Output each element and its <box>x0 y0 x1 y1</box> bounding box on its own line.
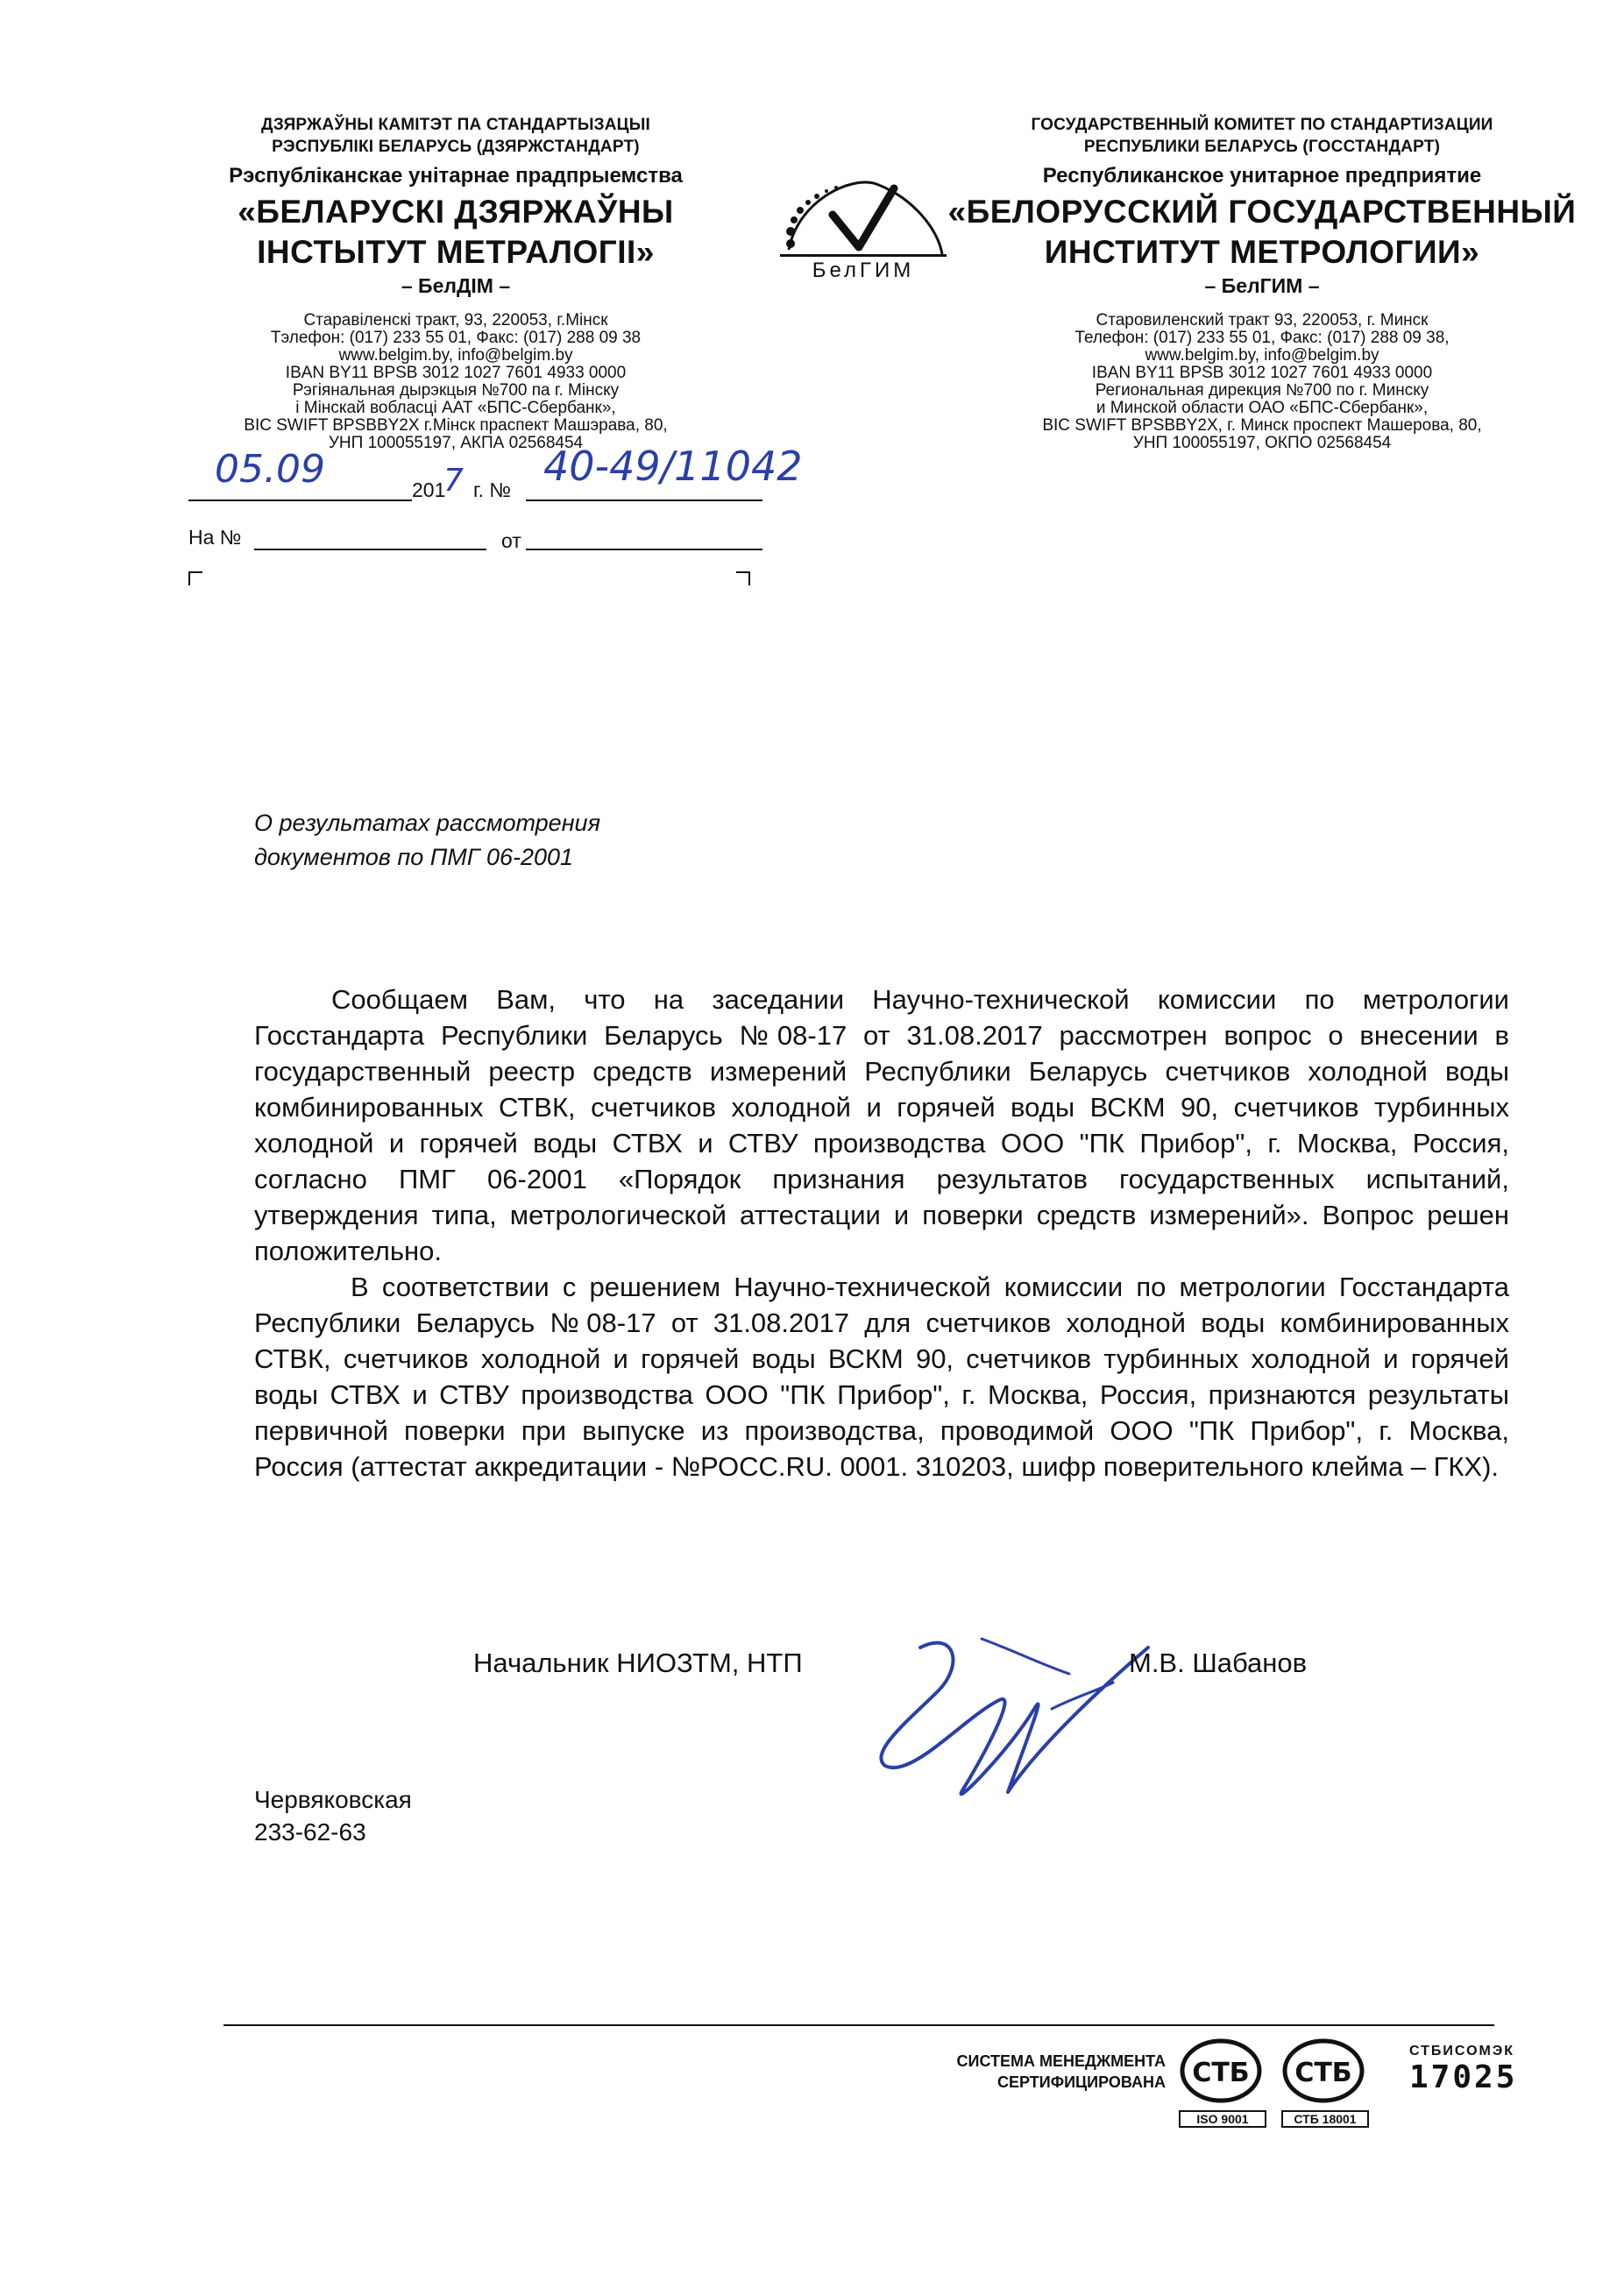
institute-name-line-2: ІНСТЫТУТ МЕТРАЛОГІІ» <box>257 234 655 270</box>
footer-divider <box>223 2024 1494 2026</box>
letter-body <box>254 981 1509 1485</box>
year-printed: 201 <box>412 478 446 501</box>
number-label: г. № <box>473 478 512 501</box>
cert-text-line: СИСТЕМА МЕНЕДЖМЕНТА <box>956 2052 1166 2070</box>
institute-short-name: – БелГИМ – <box>1204 274 1320 297</box>
institute-name-line-1: «БЕЛАРУСКІ ДЗЯРЖАЎНЫ <box>238 194 674 230</box>
institute-name-line-1: «БЕЛОРУССКИЙ ГОСУДАРСТВЕННЫЙ <box>947 194 1577 230</box>
belgim-logo-icon <box>771 167 955 263</box>
cert-label: СТБ 18001 <box>1281 2110 1369 2128</box>
contact-line: Рэгіянальная дырэкцыя №700 па г. Мінску <box>292 381 620 400</box>
contact-line: і Мінскай вобласці ААТ «БПС-Сбербанк», <box>295 399 616 417</box>
contact-line: и Минской области ОАО «БПС-Сбербанк», <box>1096 399 1429 417</box>
executor-block <box>254 1783 412 1848</box>
contact-line: Региональная дирекция №700 по г. Минску <box>1095 381 1429 400</box>
institute-short-name: – БелДІМ – <box>401 274 511 297</box>
certification-text <box>903 2051 1166 2093</box>
letter-subject <box>254 806 868 875</box>
contact-line: Тэлефон: (017) 233 55 01, Факс: (017) 288 09 38 <box>270 329 642 347</box>
subject-line: О результатах рассмотрения <box>254 810 600 836</box>
stb-mark-icon <box>1281 2037 1365 2109</box>
signer-position: Начальник НИОЗТМ, НТП <box>473 1648 803 1678</box>
incoming-number-label: На № <box>188 526 242 549</box>
header-russian <box>947 114 1578 452</box>
logo-label: БелГИМ <box>780 254 947 283</box>
stb-mark-text: СТБ <box>1294 2058 1352 2088</box>
address-corner-right <box>736 571 750 585</box>
iso-9001-cert <box>1179 2037 1266 2128</box>
incoming-number-line <box>254 524 486 550</box>
authority-line-1: ДЗЯРЖАЎНЫ КАМІТЭТ ПА СТАНДАРТЫЗАЦЫІ <box>260 116 651 134</box>
authority-line-1: ГОСУДАРСТВЕННЫЙ КОМИТЕТ ПО СТАНДАРТИЗАЦИИ <box>1031 116 1493 134</box>
contact-line: BIC SWIFT BPSBBY2X, г. Минск проспект Машерова, 80, <box>1042 416 1482 435</box>
institute-name-line-2: ИНСТИТУТ МЕТРОЛОГИИ» <box>1044 234 1480 270</box>
cert-17025-caption: СТБИСОМЭК <box>1409 2044 1515 2059</box>
address-corner-left <box>188 571 202 585</box>
cert-label: ISO 9001 <box>1179 2110 1266 2128</box>
cert-17025-number: 17025 <box>1409 2059 1518 2095</box>
executor-name: Червяковская <box>254 1786 412 1813</box>
contact-line: www.belgim.by, info@belgim.by <box>338 346 573 365</box>
subject-line: документов по ПМГ 06-2001 <box>254 844 574 870</box>
stb-mark-text: СТБ <box>1192 2058 1250 2088</box>
contact-line: Старовиленский тракт 93, 220053, г. Минск <box>1096 311 1429 330</box>
contacts-block <box>140 312 771 452</box>
enterprise-type: Республиканское унитарное предприятие <box>1042 164 1482 188</box>
executor-phone: 233-62-63 <box>254 1818 366 1846</box>
contact-line: IBAN BY11 BPSB 3012 1027 7601 4933 0000 <box>285 364 627 382</box>
contact-line: Старавіленскі тракт, 93, 220053, г.Мінск <box>303 311 608 330</box>
outgoing-number-handwritten: 40-49/11042 <box>543 443 803 490</box>
year-handwritten: 7 <box>443 463 464 499</box>
body-paragraph: Сообщаем Вам, что на заседании Научно-технической комиссии по метрологии Госстандарта Республики Беларусь №08-17 от 31.08.2017 рассмотрен вопрос о внесении в государственный реестр средств измерений Республики Беларусь счетчиков холодной воды комбинированных СТВК, счетчиков холодной и горячей воды ВСКМ 90, счетчиков турбинных холодной и горячей воды СТВХ и СТВУ производства ООО "ПК Прибор", г. Москва, Россия, согласно ПМГ 06-2001 «Порядок признания результатов государственных испытаний, утверждения типа, метрологической аттестации и поверки средств измерений». Вопрос решен положительно. <box>254 984 1509 1266</box>
signer-name: М.В. Шабанов <box>1129 1648 1308 1678</box>
stb-18001-cert <box>1281 2037 1369 2128</box>
authority-line-2: РЭСПУБЛІКІ БЕЛАРУСЬ (ДЗЯРЖСТАНДАРТ) <box>272 138 640 156</box>
authority-line-2: РЕСПУБЛИКИ БЕЛАРУСЬ (ГОССТАНДАРТ) <box>1083 138 1441 156</box>
handwritten-signature <box>859 1612 1183 1823</box>
contacts-block <box>947 312 1578 452</box>
cert-text-line: СЕРТИФИЦИРОВАНА <box>997 2073 1166 2091</box>
enterprise-type: Рэспубліканскае унітарнае прадпрыемства <box>229 164 683 188</box>
incoming-date-line <box>526 524 762 550</box>
incoming-from-label: от <box>501 529 521 552</box>
contact-line: www.belgim.by, info@belgim.by <box>1145 346 1379 365</box>
contact-line: УНП 100055197, АКПА 02568454 <box>328 434 584 452</box>
body-paragraph: В соответствии с решением Научно-технической комиссии по метрологии Госстандарта Республики Беларусь №08-17 от 31.08.2017 для счетчиков холодной воды комбинированных СТВК, счетчиков холодной и горячей воды ВСКМ 90, счетчиков турбинных холодной и горячей воды СТВХ и СТВУ производства ООО "ПК Прибор", г. Москва, Россия, признаются результаты первичной поверки при выпуске из производства, проводимой ООО "ПК Прибор", г. Москва, Россия (аттестат аккредитации - №РОСС.RU. 0001. 310203, шифр поверительного клейма – ГКХ). <box>254 1272 1509 1482</box>
belgim-logo <box>771 167 955 298</box>
contact-line: УНП 100055197, ОКПО 02568454 <box>1132 434 1392 452</box>
outgoing-date-handwritten: 05.09 <box>215 447 325 492</box>
stb-mark-icon <box>1179 2037 1263 2109</box>
contact-line: BIC SWIFT BPSBBY2X г.Мінск праспект Машэрава, 80, <box>244 416 668 435</box>
contact-line: Телефон: (017) 233 55 01, Факс: (017) 288 09 38, <box>1074 329 1450 347</box>
contact-line: IBAN BY11 BPSB 3012 1027 7601 4933 0000 <box>1091 364 1433 382</box>
header-belarusian <box>140 114 771 452</box>
